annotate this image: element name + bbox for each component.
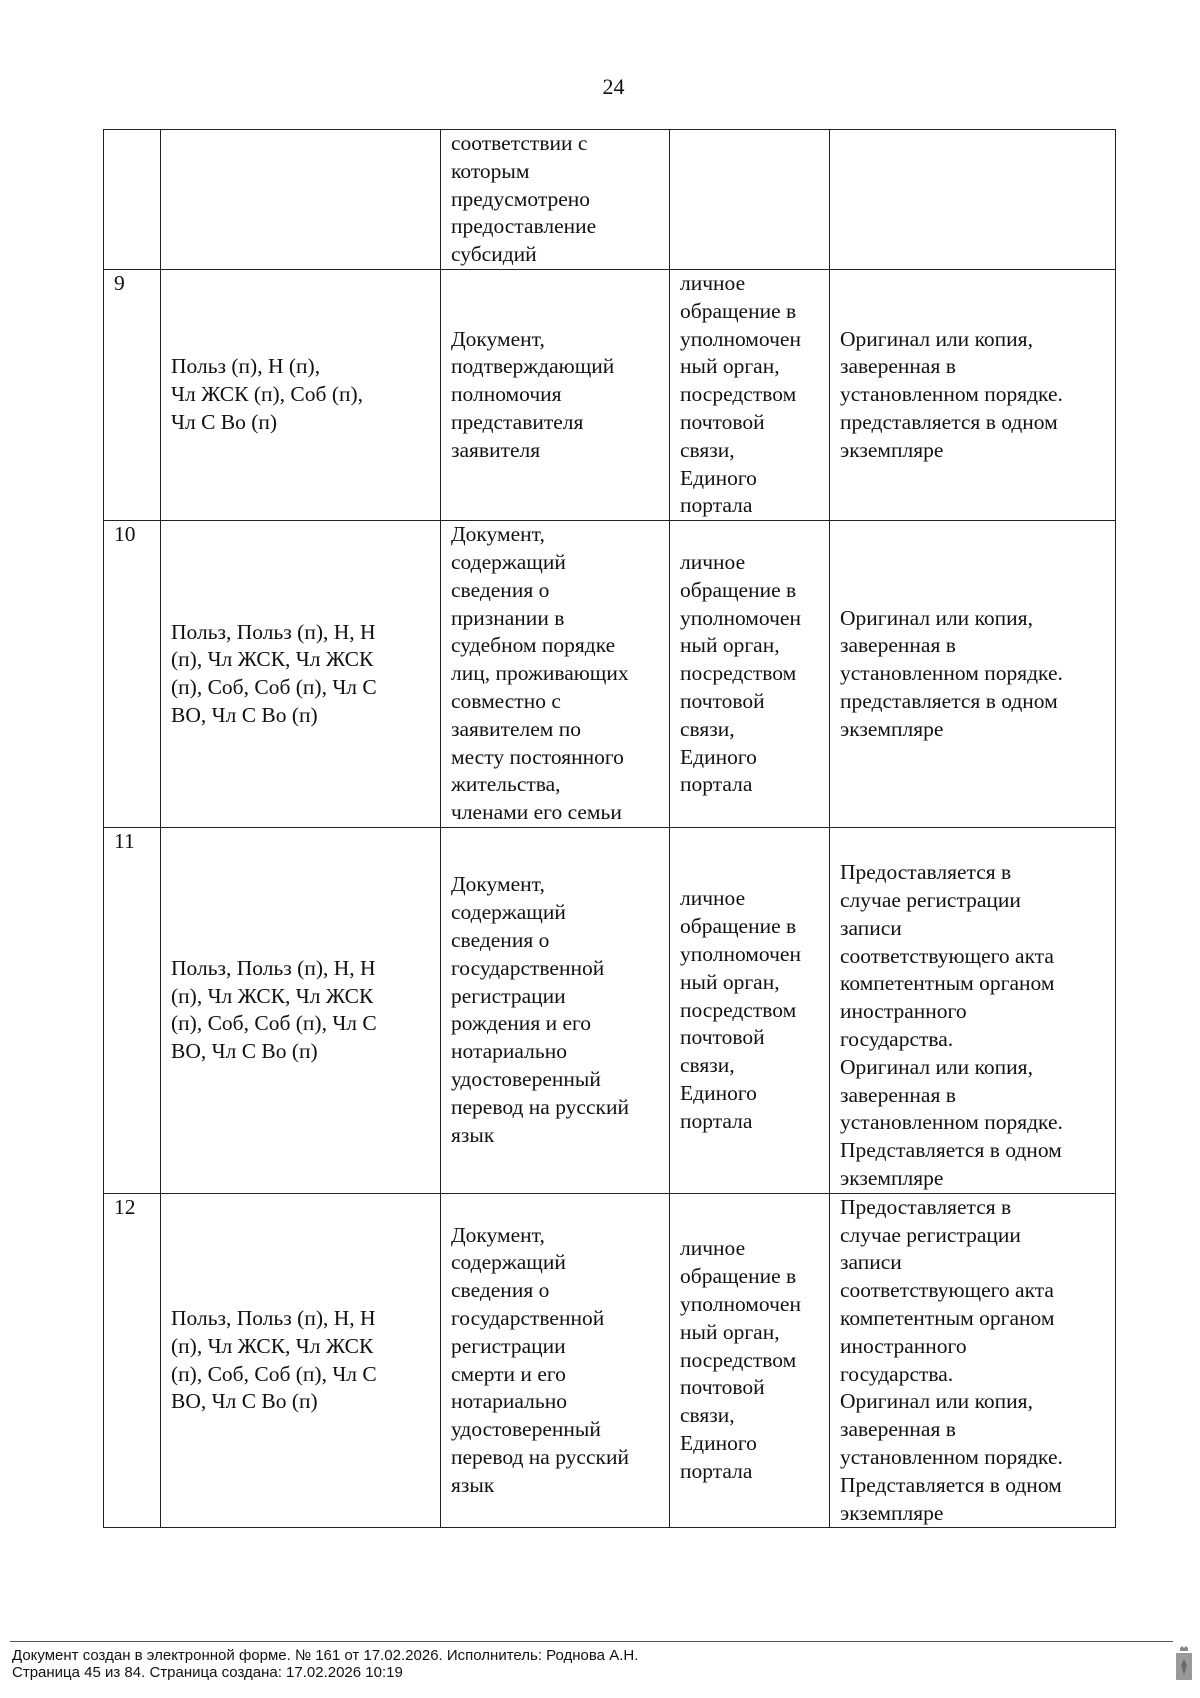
note-cell: Оригинал или копия, заверенная в установленном порядке. представляется в одном экземпляре xyxy=(830,270,1116,521)
method-cell: личное обращение в уполномочен ный орган, посредством почтовой связи, Единого портала xyxy=(670,270,830,521)
page-number: 24 xyxy=(602,74,625,99)
footer xyxy=(12,1647,638,1681)
note-cell: Оригинал или копия, заверенная в установленном порядке. представляется в одном экземпляре xyxy=(830,521,1116,828)
method-cell: личное обращение в уполномочен ный орган, посредством почтовой связи, Единого портала xyxy=(670,521,830,828)
footer-line-page: Страница 45 из 84. Страница создана: 17.02.2026 10:19 xyxy=(12,1664,403,1681)
applicants-cell: Польз, Польз (п), Н, Н (п), Чл ЖСК, Чл ЖСК (п), Соб, Соб (п), Чл С ВО, Чл С Во (п) xyxy=(161,521,441,828)
table-row-11 xyxy=(104,828,1116,1194)
row-number-cell: 10 xyxy=(104,521,161,828)
row-number-cell xyxy=(104,130,161,270)
footer-divider xyxy=(10,1641,1173,1642)
table-row-9 xyxy=(104,270,1116,521)
table-row-10 xyxy=(104,521,1116,828)
row-number-cell: 11 xyxy=(104,828,161,1194)
row-number-cell: 12 xyxy=(104,1193,161,1528)
table-row-continuation xyxy=(104,130,1116,270)
applicants-cell: Польз, Польз (п), Н, Н (п), Чл ЖСК, Чл ЖСК (п), Соб, Соб (п), Чл С ВО, Чл С Во (п) xyxy=(161,1193,441,1528)
row-number-cell: 9 xyxy=(104,270,161,521)
document-cell: Документ, содержащий сведения о признании в судебном порядке лиц, проживающих совместно с заявителем по месту постоянного жительства, членами его семьи xyxy=(441,521,670,828)
document-cell: Документ, содержащий сведения о государственной регистрации смерти и его нотариально удостоверенный перевод на русский язык xyxy=(441,1193,670,1528)
applicants-cell: Польз (п), Н (п), Чл ЖСК (п), Соб (п), Чл С Во (п) xyxy=(161,270,441,521)
table-row-12 xyxy=(104,1193,1116,1528)
document-cell: соответствии с которым предусмотрено предоставление субсидий xyxy=(441,130,670,270)
document-cell: Документ, содержащий сведения о государственной регистрации рождения и его нотариально удостоверенный перевод на русский язык xyxy=(441,828,670,1194)
method-cell: личное обращение в уполномочен ный орган, посредством почтовой связи, Единого портала xyxy=(670,828,830,1194)
method-cell xyxy=(670,130,830,270)
applicants-cell: Польз, Польз (п), Н, Н (п), Чл ЖСК, Чл ЖСК (п), Соб, Соб (п), Чл С ВО, Чл С Во (п) xyxy=(161,828,441,1194)
emblem-icon xyxy=(1174,1645,1194,1683)
document-cell: Документ, подтверждающий полномочия представителя заявителя xyxy=(441,270,670,521)
method-cell: личное обращение в уполномочен ный орган, посредством почтовой связи, Единого портала xyxy=(670,1193,830,1528)
footer-line-document: Документ создан в электронной форме. № 161 от 17.02.2026. Исполнитель: Роднова А.Н. xyxy=(12,1647,639,1664)
applicants-cell xyxy=(161,130,441,270)
documents-table xyxy=(103,129,1116,1528)
note-cell xyxy=(830,130,1116,270)
note-cell: Предоставляется в случае регистрации записи соответствующего акта компетентным органом иностранного государства. Оригинал или копия, заверенная в установленном порядке. Представляется в одном экземпляре xyxy=(830,828,1116,1194)
note-cell: Предоставляется в случае регистрации записи соответствующего акта компетентным органом иностранного государства. Оригинал или копия, заверенная в установленном порядке. Представляется в одном экземпляре xyxy=(830,1193,1116,1528)
